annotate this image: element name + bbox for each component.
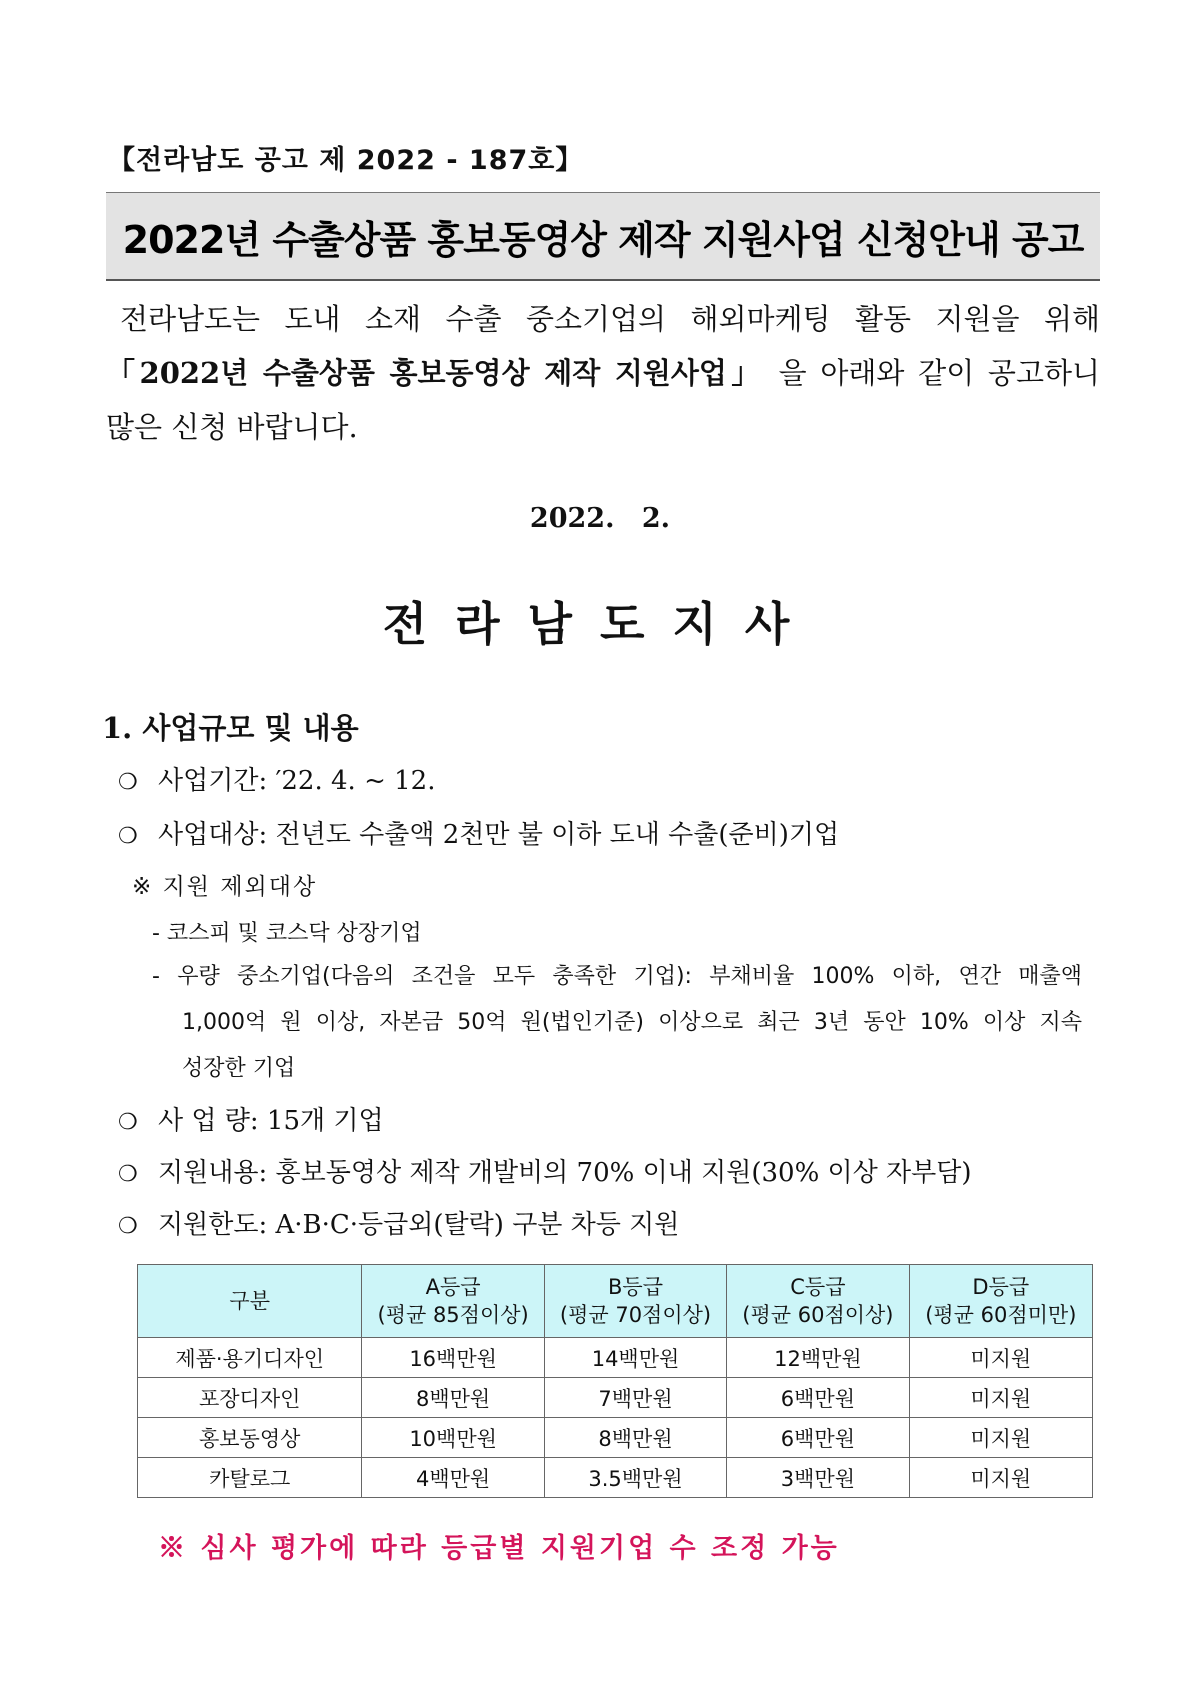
list-item-target xyxy=(118,814,839,851)
table-cell: 10백만원 xyxy=(362,1418,544,1458)
intro-line-3: 많은 신청 바랍니다. xyxy=(106,410,358,444)
table-row xyxy=(138,1418,1093,1458)
exclusion-title: ※ 지원 제외대상 xyxy=(132,874,318,900)
table-cell: 6백만원 xyxy=(727,1418,909,1458)
header-sub-label: (평균 85점이상) xyxy=(377,1303,529,1327)
intro-line-2-rest: 을 아래와 같이 공고하니 xyxy=(764,356,1100,390)
limit-text: 지원한도: A·B·C·등급외(탈락) 구분 차등 지원 xyxy=(158,1210,680,1240)
exclusion-item-1: - 코스피 및 코스닥 상장기업 xyxy=(152,921,422,946)
intro-line-2 xyxy=(106,346,1100,400)
issuer-name: 전라남도지사 xyxy=(382,597,818,651)
list-item-quantity xyxy=(118,1100,384,1137)
list-item-content xyxy=(118,1152,972,1189)
table-cell: 6백만원 xyxy=(727,1378,909,1418)
table-header-cell xyxy=(138,1265,362,1338)
exclusion-2-line-3: 성장한 기업 xyxy=(182,1056,296,1081)
circle-bullet-icon: ❍ xyxy=(118,1110,138,1135)
quantity-text: 사 업 량: 15개 기업 xyxy=(158,1106,384,1136)
circle-bullet-icon: ❍ xyxy=(118,770,138,795)
target-text: 사업대상: 전년도 수출액 2천만 불 이하 도내 수출(준비)기업 xyxy=(158,820,840,850)
header-label: D등급 xyxy=(972,1275,1030,1299)
table-cell: 4백만원 xyxy=(362,1458,544,1498)
table-cell: 홍보동영상 xyxy=(138,1418,362,1458)
table-row xyxy=(138,1458,1093,1498)
exclusion-2-line-2: 1,000억 원 이상, 자본금 50억 원(법인기준) 이상으로 최근 3년 동안 10% 이상 지속 xyxy=(182,1010,1082,1035)
section-title: 1. 사업규모 및 내용 xyxy=(102,711,359,745)
notice-number: 【전라남도 공고 제 2022 - 187호】 xyxy=(108,145,584,176)
program-name: 「2022년 수출상품 홍보동영상 제작 지원사업」 xyxy=(106,356,765,390)
intro-line-1: 전라남도는 도내 소재 수출 중소기업의 해외마케팅 활동 지원을 위해 xyxy=(120,302,1100,336)
exclusion-item-2 xyxy=(152,954,1082,1092)
header-label: C등급 xyxy=(790,1275,846,1299)
list-item-limit xyxy=(118,1204,679,1241)
table-cell: 8백만원 xyxy=(544,1418,726,1458)
header-label: B등급 xyxy=(608,1275,663,1299)
table-header-row xyxy=(138,1265,1093,1338)
circle-bullet-icon: ❍ xyxy=(118,824,138,849)
period-text: 사업기간: ′22. 4. ~ 12. xyxy=(158,766,436,796)
header-label: A등급 xyxy=(425,1275,481,1299)
notice-date: 2022. 2. xyxy=(529,503,671,534)
table-row xyxy=(138,1338,1093,1378)
table-cell: 미지원 xyxy=(909,1378,1092,1418)
table-cell: 3.5백만원 xyxy=(544,1458,726,1498)
circle-bullet-icon: ❍ xyxy=(118,1162,138,1187)
table-cell: 카탈로그 xyxy=(138,1458,362,1498)
header-sub-label: (평균 70점이상) xyxy=(559,1303,712,1327)
table-cell: 포장디자인 xyxy=(138,1378,362,1418)
table-cell: 16백만원 xyxy=(362,1338,544,1378)
table-header-cell xyxy=(544,1265,726,1338)
table-cell: 8백만원 xyxy=(362,1378,544,1418)
header-label: 구분 xyxy=(229,1289,270,1313)
title-banner xyxy=(106,192,1100,281)
table-cell: 3백만원 xyxy=(727,1458,909,1498)
intro-paragraph xyxy=(106,292,1100,454)
header-sub-label: (평균 60점이상) xyxy=(742,1303,894,1327)
page-title: 2022년 수출상품 홍보동영상 제작 지원사업 신청안내 공고 xyxy=(122,217,1084,262)
table-cell: 미지원 xyxy=(909,1418,1092,1458)
table-header-cell xyxy=(362,1265,544,1338)
table-cell: 제품·용기디자인 xyxy=(138,1338,362,1378)
support-grade-table xyxy=(137,1264,1093,1498)
table-header-cell xyxy=(909,1265,1092,1338)
table-cell: 미지원 xyxy=(909,1458,1092,1498)
table-cell: 12백만원 xyxy=(727,1338,909,1378)
table-header-cell xyxy=(727,1265,909,1338)
table-cell: 미지원 xyxy=(909,1338,1092,1378)
table-row xyxy=(138,1378,1093,1418)
circle-bullet-icon: ❍ xyxy=(118,1214,138,1239)
content-text: 지원내용: 홍보동영상 제작 개발비의 70% 이내 지원(30% 이상 자부담) xyxy=(158,1158,972,1188)
footnote-note: ※ 심사 평가에 따라 등급별 지원기업 수 조정 가능 xyxy=(158,1533,840,1564)
table-cell: 14백만원 xyxy=(544,1338,726,1378)
table-cell: 7백만원 xyxy=(544,1378,726,1418)
header-sub-label: (평균 60점미만) xyxy=(925,1303,1077,1327)
list-item-period xyxy=(118,760,435,797)
exclusion-2-line-1: - 우량 중소기업(다음의 조건을 모두 충족한 기업): 부채비율 100% 이하, 연간 매출액 xyxy=(152,964,1082,989)
